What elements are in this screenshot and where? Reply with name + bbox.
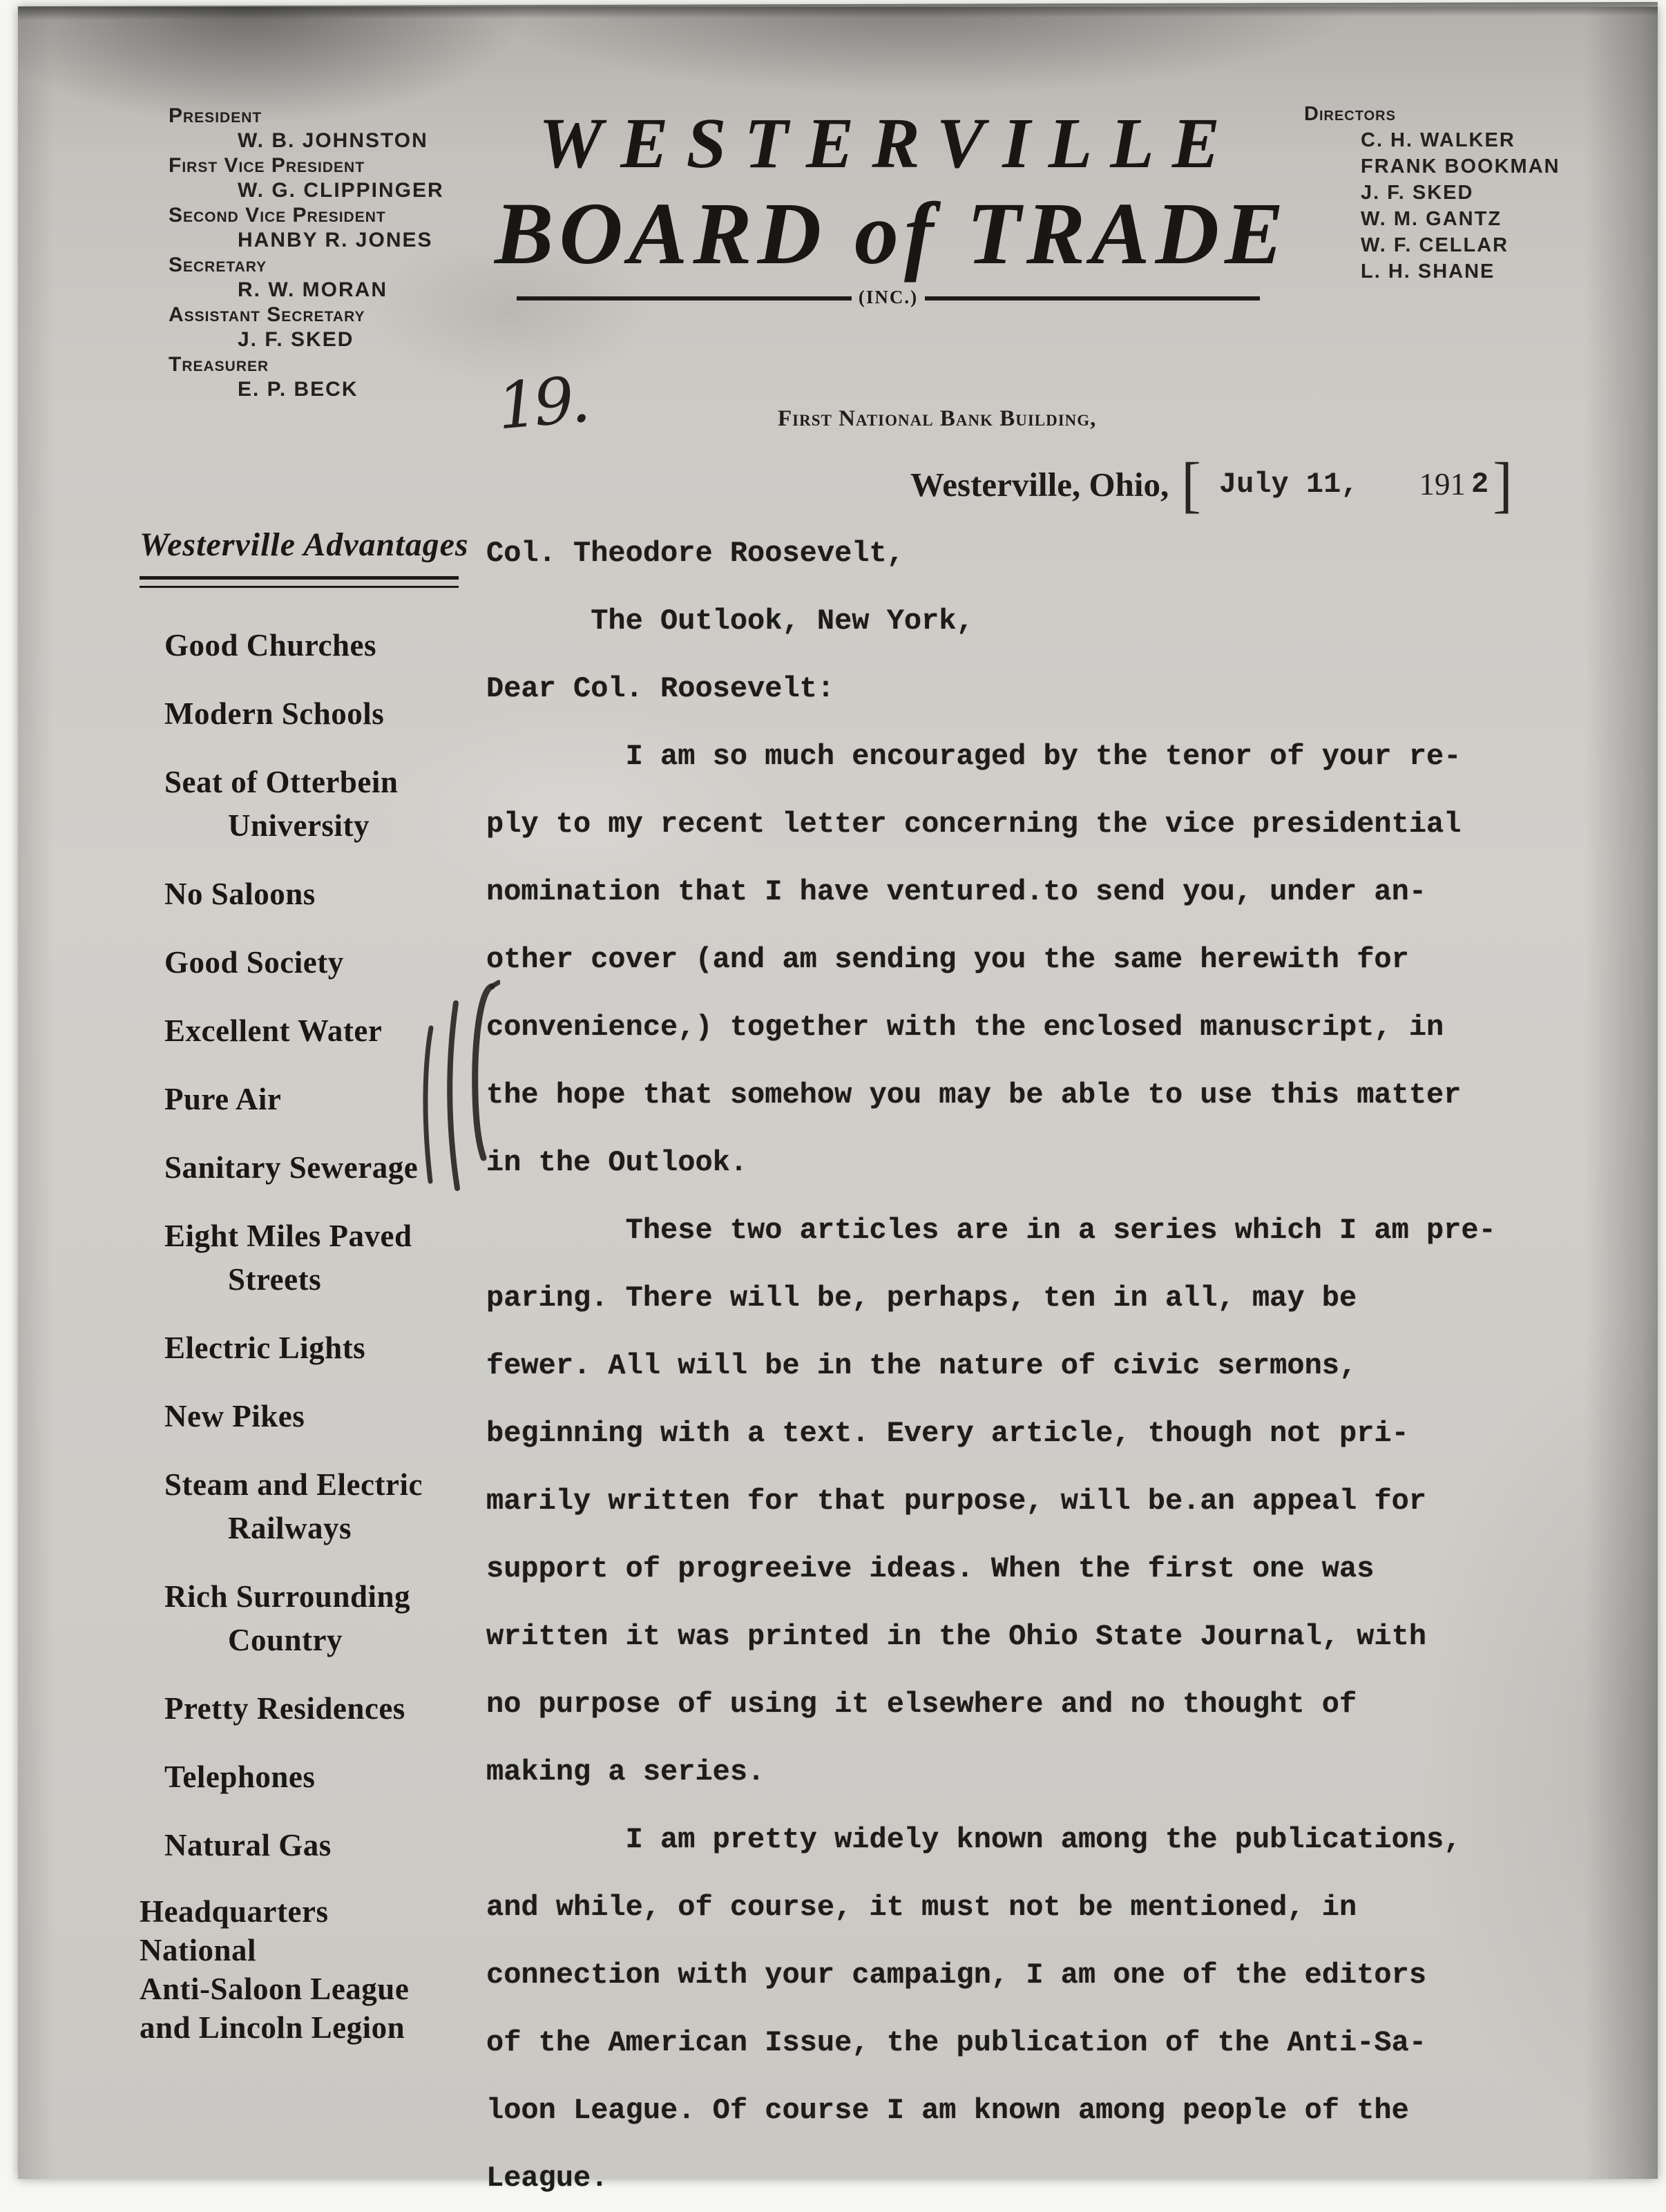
advantage-item [164, 624, 471, 667]
inc-rule [517, 287, 1260, 309]
advantage-line: Good Churches [164, 628, 376, 662]
rule-right [925, 296, 1260, 301]
letter-line: I am pretty widely known among the publications, [486, 1823, 1462, 1856]
officer-title: President [169, 104, 262, 127]
letter-line: paring. There will be, perhaps, ten in all, may be [486, 1281, 1357, 1315]
advantage-item [164, 692, 471, 736]
letterhead-title-block [495, 104, 1290, 309]
directors-list [1304, 127, 1560, 285]
advantage-line: Seat of Otterbein [164, 765, 399, 799]
letter-line: nomination that I have ventured.to send you, under an- [486, 875, 1427, 908]
officer-entry [169, 253, 493, 303]
officer-name: E. P. BECK [238, 378, 358, 401]
advantage-item [164, 1463, 471, 1550]
letter-line: of the American Issue, the publication of the Anti-Sa- [486, 2026, 1427, 2059]
typed-date: July 11, [1218, 468, 1359, 501]
dateline [910, 449, 1513, 519]
building-address: First National Bank Building, [778, 406, 1097, 431]
advantage-item [164, 1326, 471, 1370]
officer-entry [169, 203, 493, 253]
advantage-line: Railways [228, 1511, 352, 1545]
letter-line: the hope that somehow you may be able to use this matter [486, 1078, 1462, 1112]
officer-name: W. G. CLIPPINGER [238, 179, 444, 202]
letter-line: convenience,) together with the enclosed manuscript, in [486, 1011, 1444, 1044]
letter-line: Dear Col. Roosevelt: [486, 672, 835, 705]
director-name: FRANK BOOKMAN [1361, 155, 1560, 178]
director-name: J. F. SKED [1361, 182, 1474, 204]
advantages-sidebar [140, 526, 471, 2072]
letter-line: marily written for that purpose, will be.an appeal for [486, 1485, 1427, 1518]
open-bracket: [ [1181, 449, 1201, 519]
letter-line: in the Outlook. [486, 1146, 748, 1179]
advantage-line: University [228, 808, 370, 843]
officer-name: W. B. JOHNSTON [238, 129, 428, 152]
letter-line: connection with your campaign, I am one of the editors [486, 1958, 1427, 1992]
advantage-item [164, 1575, 471, 1662]
rule-left [517, 296, 852, 301]
letter-line: These two articles are in a series which I am pre- [486, 1214, 1496, 1247]
advantage-line: Excellent Water [164, 1013, 383, 1048]
advantage-line: and Lincoln Legion [140, 2010, 405, 2045]
city-printed: Westerville, Ohio, [910, 465, 1169, 504]
director-name: L. H. SHANE [1361, 260, 1495, 283]
letter-line: Col. Theodore Roosevelt, [486, 537, 904, 570]
officer-entry [169, 352, 493, 402]
letter-line: I am so much encouraged by the tenor of your re- [486, 740, 1462, 773]
advantage-item [164, 1214, 471, 1302]
officer-name: R. W. MORAN [238, 278, 387, 301]
officer-title: Secretary [169, 254, 267, 276]
org-name-line2: BOARD of TRADE [495, 184, 1290, 283]
advantage-line: National [140, 1933, 257, 1967]
letter-line: loon League. Of course I am known among people of the [486, 2094, 1409, 2127]
letter-line: and while, of course, it must not be mentioned, in [486, 1891, 1357, 1924]
officer-entry [169, 303, 493, 352]
directors-label: Directors [1304, 103, 1396, 125]
officer-name: J. F. SKED [238, 328, 354, 351]
advantage-line: Natural Gas [164, 1828, 332, 1862]
advantage-line: Modern Schools [164, 696, 385, 731]
advantage-item [164, 1755, 471, 1799]
advantage-line: No Saloons [164, 877, 316, 911]
letter-line: making a series. [486, 1755, 765, 1789]
officer-name: HANBY R. JONES [238, 229, 433, 251]
officers-list [169, 104, 493, 402]
advantage-line: Steam and Electric [164, 1467, 423, 1502]
directors-block [1304, 101, 1560, 285]
advantage-line: Electric Lights [164, 1331, 366, 1365]
letter-line: ply to my recent letter concerning the vice presidential [486, 808, 1462, 841]
advantages-heading: Westerville Advantages [140, 526, 469, 563]
advantage-line: Streets [228, 1262, 322, 1297]
advantage-item [164, 761, 471, 848]
printed-year-prefix: 191 [1419, 467, 1466, 502]
org-name-line1: WESTERVILLE [538, 104, 1238, 183]
advantage-line: Pure Air [164, 1082, 282, 1116]
advantage-line: Eight Miles Paved [164, 1219, 412, 1253]
director-name: C. H. WALKER [1361, 129, 1515, 151]
director-name: W. M. GANTZ [1361, 208, 1502, 230]
officer-title: Assistant Secretary [169, 303, 365, 326]
advantage-line: Headquarters [140, 1894, 329, 1929]
advantage-item [164, 873, 471, 916]
letter-paper [18, 7, 1658, 2195]
letter-line: beginning with a text. Every article, though not pri- [486, 1417, 1409, 1450]
advantage-line: Anti-Saloon League [140, 1972, 410, 2006]
letter-line: written it was printed in the Ohio State Journal, with [486, 1620, 1427, 1653]
letter-line: support of progreeive ideas. When the first one was [486, 1552, 1375, 1585]
advantage-item [164, 1395, 471, 1438]
advantage-item [140, 1892, 471, 2047]
letter-line: League. [486, 2162, 609, 2195]
officer-entry [169, 104, 493, 153]
margin-pen-marks-icon [420, 977, 500, 1198]
advantages-double-rule [140, 576, 459, 588]
officer-title: Second Vice President [169, 204, 386, 227]
advantage-line: Country [228, 1623, 343, 1657]
advantage-item [164, 1687, 471, 1730]
director-name: W. F. CELLAR [1361, 234, 1509, 256]
letter-line: The Outlook, New York, [486, 604, 974, 638]
letter-line: fewer. All will be in the nature of civic sermons, [486, 1349, 1357, 1382]
advantage-line: Good Society [164, 945, 344, 980]
letter-line: other cover (and am sending you the same herewith for [486, 943, 1409, 976]
advantage-line: Pretty Residences [164, 1691, 405, 1726]
letter-line: no purpose of using it elsewhere and no thought of [486, 1688, 1357, 1721]
advantage-item [164, 1824, 471, 1867]
officer-title: First Vice President [169, 154, 365, 177]
advantage-line: Rich Surrounding [164, 1579, 411, 1614]
typed-year-digit: 2 [1471, 468, 1489, 501]
advantage-line: Telephones [164, 1760, 316, 1794]
advantages-list [140, 624, 471, 2047]
advantage-line: Sanitary Sewerage [164, 1150, 419, 1185]
close-bracket: ] [1493, 449, 1513, 519]
letter-body [486, 519, 1496, 2212]
inc-label: (INC.) [858, 287, 919, 307]
handwritten-note: 19. [494, 362, 589, 444]
officer-entry [169, 153, 493, 203]
advantage-line: New Pikes [164, 1399, 305, 1433]
officer-title: Treasurer [169, 353, 269, 376]
